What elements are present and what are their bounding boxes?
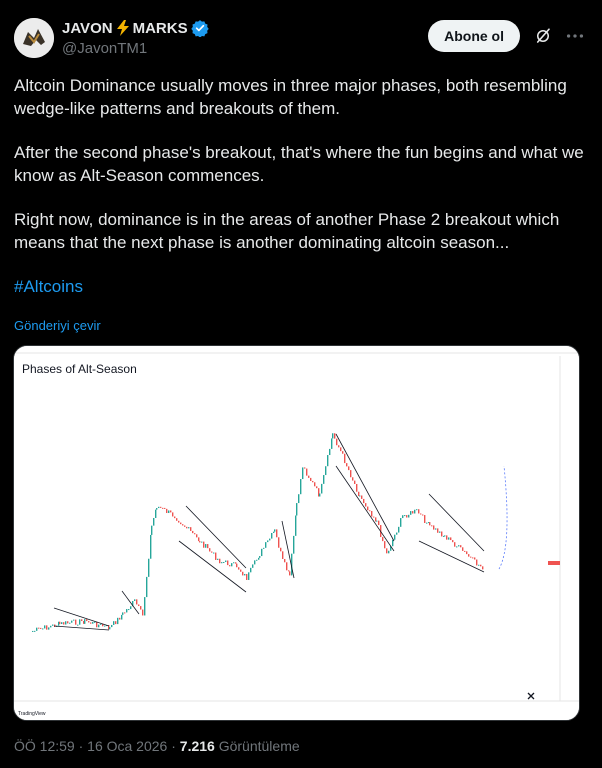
candle bbox=[238, 567, 239, 569]
candle bbox=[121, 615, 122, 620]
candle bbox=[50, 626, 51, 628]
candle bbox=[474, 557, 475, 559]
candle bbox=[138, 604, 139, 606]
candle bbox=[273, 532, 274, 533]
candle bbox=[472, 557, 473, 558]
candle bbox=[274, 529, 275, 531]
candle bbox=[225, 561, 226, 562]
display-name-text: JAVON bbox=[62, 19, 113, 37]
candle bbox=[144, 597, 145, 615]
tradingview-label: TradingView bbox=[18, 711, 46, 717]
candle bbox=[295, 515, 296, 535]
candle bbox=[46, 625, 47, 629]
candle bbox=[160, 507, 161, 508]
candle bbox=[122, 612, 123, 614]
candle bbox=[201, 542, 202, 543]
candle bbox=[388, 551, 389, 554]
candle bbox=[267, 540, 268, 542]
candle bbox=[184, 525, 185, 526]
author-names bbox=[62, 19, 209, 57]
candle bbox=[219, 559, 220, 563]
candle bbox=[126, 609, 127, 612]
candle bbox=[365, 503, 366, 506]
chart-background bbox=[14, 346, 579, 720]
avatar[interactable] bbox=[14, 18, 54, 58]
candle bbox=[113, 621, 114, 625]
candle bbox=[61, 622, 62, 624]
candle bbox=[73, 620, 74, 621]
candle bbox=[199, 541, 200, 542]
candle bbox=[158, 507, 159, 508]
candle bbox=[252, 564, 253, 567]
candle bbox=[86, 619, 87, 621]
candle bbox=[286, 562, 287, 570]
candle bbox=[146, 577, 147, 597]
tweet-header bbox=[14, 16, 588, 60]
candle bbox=[384, 541, 385, 548]
candle bbox=[408, 515, 409, 518]
candle bbox=[79, 619, 80, 624]
candle bbox=[109, 627, 110, 629]
candle bbox=[398, 527, 399, 533]
candle bbox=[373, 517, 374, 518]
candle bbox=[38, 628, 39, 629]
candle bbox=[235, 562, 236, 563]
tweet-paragraph: After the second phase's breakout, that's where the fun begins and what we know as Alt-Season commences. bbox=[14, 143, 584, 185]
candle bbox=[304, 467, 305, 468]
candle bbox=[446, 535, 447, 539]
candle bbox=[396, 533, 397, 535]
candle bbox=[321, 484, 322, 494]
candle bbox=[119, 618, 120, 620]
candle bbox=[298, 494, 299, 503]
candle bbox=[209, 548, 210, 551]
candle bbox=[348, 466, 349, 470]
candle bbox=[213, 553, 214, 554]
candle bbox=[94, 622, 95, 623]
candle bbox=[420, 513, 421, 514]
chart-title: Phases of Alt-Season bbox=[22, 362, 137, 376]
candle bbox=[310, 478, 311, 481]
candle bbox=[460, 545, 461, 547]
candle bbox=[48, 627, 49, 629]
candle bbox=[63, 622, 64, 624]
candle bbox=[450, 537, 451, 540]
candle bbox=[140, 606, 141, 609]
candle bbox=[342, 451, 343, 454]
candle bbox=[361, 495, 362, 498]
chart-image[interactable] bbox=[13, 345, 580, 721]
candle bbox=[433, 525, 434, 529]
candle bbox=[71, 621, 72, 623]
candle bbox=[256, 560, 257, 561]
candle bbox=[458, 545, 459, 546]
candle bbox=[404, 515, 405, 516]
candle bbox=[418, 509, 419, 513]
tweet-footer bbox=[14, 738, 300, 754]
candle bbox=[142, 610, 143, 616]
candle bbox=[170, 510, 171, 512]
candle bbox=[319, 493, 320, 496]
candle bbox=[168, 510, 169, 513]
candle bbox=[182, 524, 183, 525]
candle bbox=[378, 521, 379, 525]
candle bbox=[346, 463, 347, 466]
candle bbox=[36, 628, 37, 631]
candle bbox=[478, 565, 479, 566]
candle bbox=[441, 531, 442, 536]
candle bbox=[153, 518, 154, 526]
candle bbox=[456, 546, 457, 547]
candle bbox=[155, 510, 156, 518]
candle bbox=[466, 551, 467, 554]
candle bbox=[42, 628, 43, 629]
candle bbox=[96, 622, 97, 627]
candle bbox=[302, 467, 303, 479]
candle bbox=[414, 510, 415, 514]
candle bbox=[130, 606, 131, 609]
candle bbox=[394, 535, 395, 540]
candle bbox=[468, 554, 469, 557]
candle bbox=[416, 509, 417, 510]
candle bbox=[178, 521, 179, 523]
candle bbox=[221, 562, 222, 563]
candle bbox=[462, 547, 463, 551]
candle bbox=[359, 495, 360, 496]
candle bbox=[59, 622, 60, 624]
candle bbox=[329, 449, 330, 455]
candle bbox=[186, 527, 187, 528]
candle bbox=[196, 534, 197, 537]
separator: · bbox=[78, 738, 84, 754]
candle bbox=[426, 523, 427, 524]
candle bbox=[431, 525, 432, 526]
candle bbox=[429, 522, 430, 525]
candle bbox=[367, 507, 368, 511]
verified-badge-icon bbox=[191, 19, 209, 37]
translate-link[interactable]: Gönderiyi çevir bbox=[14, 318, 101, 333]
candle bbox=[117, 618, 118, 624]
candle bbox=[439, 531, 440, 532]
candle bbox=[280, 548, 281, 552]
views-label: Görüntüleme bbox=[218, 738, 300, 754]
candle bbox=[32, 631, 33, 632]
candle bbox=[444, 535, 445, 536]
tweet-date[interactable]: 16 Oca 2026 bbox=[87, 738, 168, 754]
candle bbox=[75, 620, 76, 625]
candle bbox=[223, 562, 224, 563]
candle bbox=[314, 482, 315, 486]
candle bbox=[166, 509, 167, 513]
candle bbox=[369, 510, 370, 511]
subscribe-button[interactable]: Abone ol bbox=[428, 20, 520, 52]
candle bbox=[172, 512, 173, 516]
candle bbox=[412, 511, 413, 513]
candle bbox=[188, 527, 189, 528]
candle bbox=[67, 621, 68, 623]
candle bbox=[246, 574, 247, 580]
candle bbox=[215, 553, 216, 560]
candle bbox=[338, 445, 339, 447]
candle bbox=[352, 477, 353, 480]
candle bbox=[336, 439, 337, 446]
candle bbox=[134, 599, 135, 601]
candle bbox=[332, 433, 333, 438]
candle bbox=[289, 571, 290, 575]
candle bbox=[261, 549, 262, 556]
candle bbox=[376, 521, 377, 522]
candle bbox=[265, 542, 266, 548]
separator: · bbox=[171, 738, 176, 754]
candle bbox=[150, 535, 151, 559]
tweet-paragraph: Right now, dominance is in the areas of another Phase 2 breakout which means that the next phase is another dominating altcoin season... bbox=[14, 210, 560, 252]
candle bbox=[88, 621, 89, 622]
candle bbox=[81, 619, 82, 621]
candle bbox=[271, 533, 272, 539]
author-handle[interactable]: @JavonTM1 bbox=[62, 40, 148, 57]
candle bbox=[254, 560, 255, 564]
candle bbox=[327, 455, 328, 466]
candle bbox=[300, 479, 301, 494]
candle bbox=[90, 622, 91, 623]
candle bbox=[284, 559, 285, 562]
candle bbox=[69, 623, 70, 624]
candle bbox=[190, 527, 191, 531]
candle bbox=[84, 619, 85, 624]
candle bbox=[448, 537, 449, 539]
candle bbox=[231, 563, 232, 566]
candle bbox=[156, 508, 157, 510]
candle bbox=[136, 599, 137, 604]
candle bbox=[422, 515, 423, 516]
candle bbox=[211, 552, 212, 553]
candle bbox=[65, 621, 66, 624]
candle bbox=[325, 466, 326, 475]
candle bbox=[248, 572, 249, 580]
candle bbox=[435, 528, 436, 529]
candle bbox=[162, 508, 163, 509]
candle bbox=[100, 624, 101, 625]
candle bbox=[128, 609, 129, 610]
candle bbox=[242, 572, 243, 576]
hashtag-link[interactable]: #Altcoins bbox=[14, 277, 83, 296]
candle bbox=[192, 531, 193, 533]
candle bbox=[312, 481, 313, 482]
candle bbox=[217, 559, 218, 560]
candle bbox=[392, 540, 393, 546]
candle bbox=[258, 558, 259, 560]
tweet-text bbox=[14, 74, 589, 298]
candle bbox=[356, 484, 357, 492]
candle bbox=[207, 544, 208, 548]
candle bbox=[386, 548, 387, 553]
candle bbox=[244, 574, 245, 575]
candle bbox=[104, 626, 105, 627]
candle bbox=[111, 625, 112, 627]
candle bbox=[174, 516, 175, 518]
chart-svg bbox=[14, 346, 579, 720]
candle bbox=[371, 511, 372, 517]
price-marker bbox=[548, 561, 560, 565]
candle bbox=[250, 568, 251, 572]
more-icon[interactable] bbox=[564, 25, 586, 47]
candle bbox=[354, 481, 355, 484]
candle bbox=[151, 526, 152, 535]
candle bbox=[77, 625, 78, 626]
tweet-paragraph: Altcoin Dominance usually moves in three major phases, both resembling wedge-like patterns and breakouts of them. bbox=[14, 76, 567, 118]
candle bbox=[470, 557, 471, 558]
candle bbox=[269, 539, 270, 541]
candle bbox=[148, 559, 149, 577]
candle bbox=[316, 486, 317, 488]
candle bbox=[400, 518, 401, 527]
candle bbox=[382, 537, 383, 541]
candle bbox=[259, 556, 260, 558]
candle bbox=[98, 625, 99, 628]
candle bbox=[350, 470, 351, 477]
candle bbox=[124, 612, 125, 613]
lightning-icon bbox=[116, 20, 130, 36]
grok-icon[interactable] bbox=[534, 27, 552, 45]
candle bbox=[293, 536, 294, 554]
candle bbox=[402, 515, 403, 518]
views-count: 7.216 bbox=[179, 738, 215, 754]
candle bbox=[306, 469, 307, 476]
candle bbox=[176, 518, 177, 521]
candle bbox=[194, 533, 195, 534]
candle bbox=[198, 537, 199, 541]
candle bbox=[464, 551, 465, 552]
candle bbox=[263, 548, 264, 549]
candle bbox=[276, 529, 277, 537]
candle bbox=[180, 523, 181, 525]
candle bbox=[227, 561, 228, 566]
candle bbox=[229, 565, 230, 566]
candle bbox=[44, 625, 45, 628]
candle bbox=[288, 570, 289, 571]
candle bbox=[308, 476, 309, 478]
candle bbox=[340, 447, 341, 451]
candle bbox=[344, 454, 345, 463]
candle bbox=[282, 551, 283, 559]
display-name[interactable] bbox=[62, 19, 209, 37]
candle bbox=[92, 622, 93, 624]
candle bbox=[363, 499, 364, 503]
candle bbox=[476, 560, 477, 566]
candle bbox=[454, 542, 455, 547]
candle bbox=[278, 537, 279, 547]
tweet-time[interactable]: ÖÖ 12:59 bbox=[14, 738, 75, 754]
candle bbox=[233, 562, 234, 563]
candle bbox=[323, 475, 324, 484]
candle bbox=[203, 542, 204, 548]
candle bbox=[437, 528, 438, 532]
candle bbox=[424, 515, 425, 523]
candle bbox=[482, 566, 483, 569]
candle bbox=[115, 621, 116, 624]
candle bbox=[240, 570, 241, 572]
candle bbox=[410, 511, 411, 515]
candle bbox=[34, 631, 35, 632]
candle bbox=[205, 544, 206, 548]
candle bbox=[480, 565, 481, 567]
display-name-suffix: MARKS bbox=[132, 19, 188, 37]
candle bbox=[358, 492, 359, 496]
candle bbox=[52, 625, 53, 626]
candle bbox=[452, 540, 453, 542]
avatar-image bbox=[14, 18, 54, 58]
candle bbox=[164, 508, 165, 509]
candle bbox=[334, 433, 335, 438]
candle bbox=[296, 503, 297, 515]
candle bbox=[236, 564, 237, 568]
candle bbox=[406, 515, 407, 517]
candle bbox=[331, 438, 332, 449]
candle bbox=[40, 628, 41, 629]
